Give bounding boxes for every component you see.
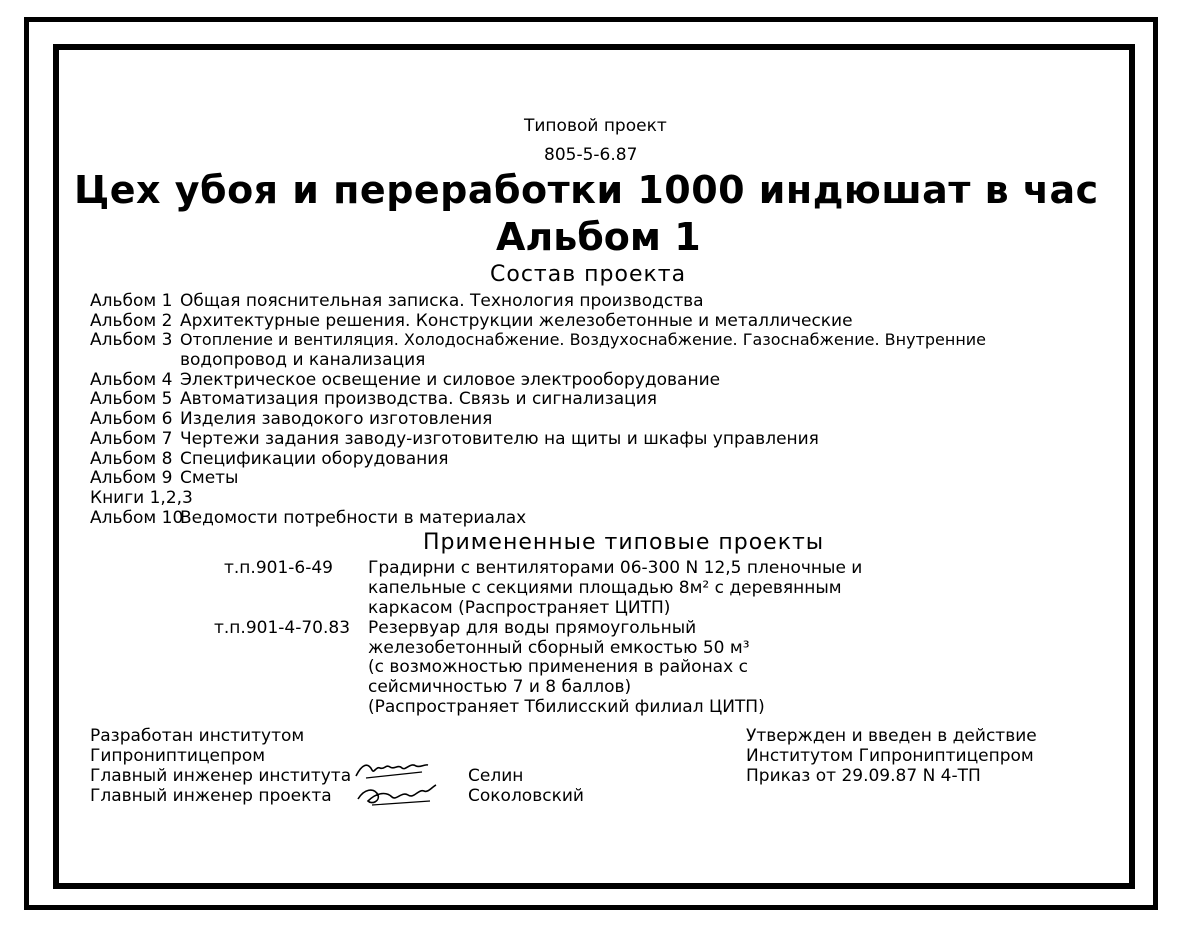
list-item-label: Альбом 9 xyxy=(90,468,173,488)
list-item-text: Спецификации оборудования xyxy=(180,449,449,469)
list-item-text: Сметы xyxy=(180,468,239,488)
list-item-text: Изделия заводокого изготовления xyxy=(180,409,493,429)
applied-line: железобетонный сборный емкостью 50 м³ xyxy=(368,638,750,658)
list-item-text: Электрическое освещение и силовое электрооборудование xyxy=(180,370,721,390)
chief-engineer-project-label: Главный инженер проекта xyxy=(90,786,332,806)
list-item-label: Альбом 1 xyxy=(90,291,173,311)
approved-line-2: Институтом Гипрониптицепром xyxy=(746,746,1034,766)
list-item-text: Отопление и вентиляция. Холодоснабжение. Воздухоснабжение. Газоснабжение. Внутренние xyxy=(180,330,987,349)
list-item-label: Альбом 4 xyxy=(90,370,173,390)
project-number: 805-5-6.87 xyxy=(544,145,638,165)
list-item-text: Ведомости потребности в материалах xyxy=(180,508,527,528)
list-item-text: Чертежи задания заводу-изготовителю на щиты и шкафы управления xyxy=(180,429,819,449)
applied-heading: Примененные типовые проекты xyxy=(423,530,825,555)
chief-engineer-institute-label: Главный инженер института xyxy=(90,766,352,786)
applied-line: (с возможностью применения в районах с xyxy=(368,657,748,677)
list-item-label: Альбом 5 xyxy=(90,389,173,409)
applied-line: Резервуар для воды прямоугольный xyxy=(368,618,697,638)
project-type: Типовой проект xyxy=(524,116,667,136)
signature-2-icon xyxy=(352,781,442,811)
approved-line-1: Утвержден и введен в действие xyxy=(746,726,1037,746)
chief-engineer-institute-name: Селин xyxy=(468,766,524,786)
album-title: Альбом 1 xyxy=(496,215,701,259)
applied-line: Градирни с вентиляторами 06-300 N 12,5 пленочные и xyxy=(368,558,863,578)
applied-line: капельные с секциями площадью 8м² с деревянным xyxy=(368,578,842,598)
list-item-label: Альбом 8 xyxy=(90,449,173,469)
list-item-label: Альбом 3 xyxy=(90,330,173,350)
applied-code: т.п.901-4-70.83 xyxy=(214,618,351,638)
list-item-label: Альбом 2 xyxy=(90,311,173,331)
list-item-label: Альбом 10 xyxy=(90,508,184,528)
list-item-label: Книги 1,2,3 xyxy=(90,488,193,508)
applied-line: каркасом (Распространяет ЦИТП) xyxy=(368,598,671,618)
applied-code: т.п.901-6-49 xyxy=(224,558,333,578)
applied-line: (Распространяет Тбилисский филиал ЦИТП) xyxy=(368,697,765,717)
institute-name: Гипрониптицепром xyxy=(90,746,266,766)
approved-line-3: Приказ от 29.09.87 N 4-ТП xyxy=(746,766,981,786)
composition-heading: Состав проекта xyxy=(490,262,687,287)
list-item-text: водопровод и канализация xyxy=(180,350,426,370)
applied-line: сейсмичностью 7 и 8 баллов) xyxy=(368,677,632,697)
list-item-label: Альбом 6 xyxy=(90,409,173,429)
list-item-text: Архитектурные решения. Конструкции железобетонные и металлические xyxy=(180,311,853,331)
list-item-label: Альбом 7 xyxy=(90,429,173,449)
developed-by: Разработан институтом xyxy=(90,726,305,746)
list-item-text: Общая пояснительная записка. Технология производства xyxy=(180,291,704,311)
document-title: Цех убоя и переработки 1000 индюшат в час xyxy=(74,168,1099,212)
chief-engineer-project-name: Соколовский xyxy=(468,786,584,806)
list-item-text: Автоматизация производства. Связь и сигнализация xyxy=(180,389,658,409)
